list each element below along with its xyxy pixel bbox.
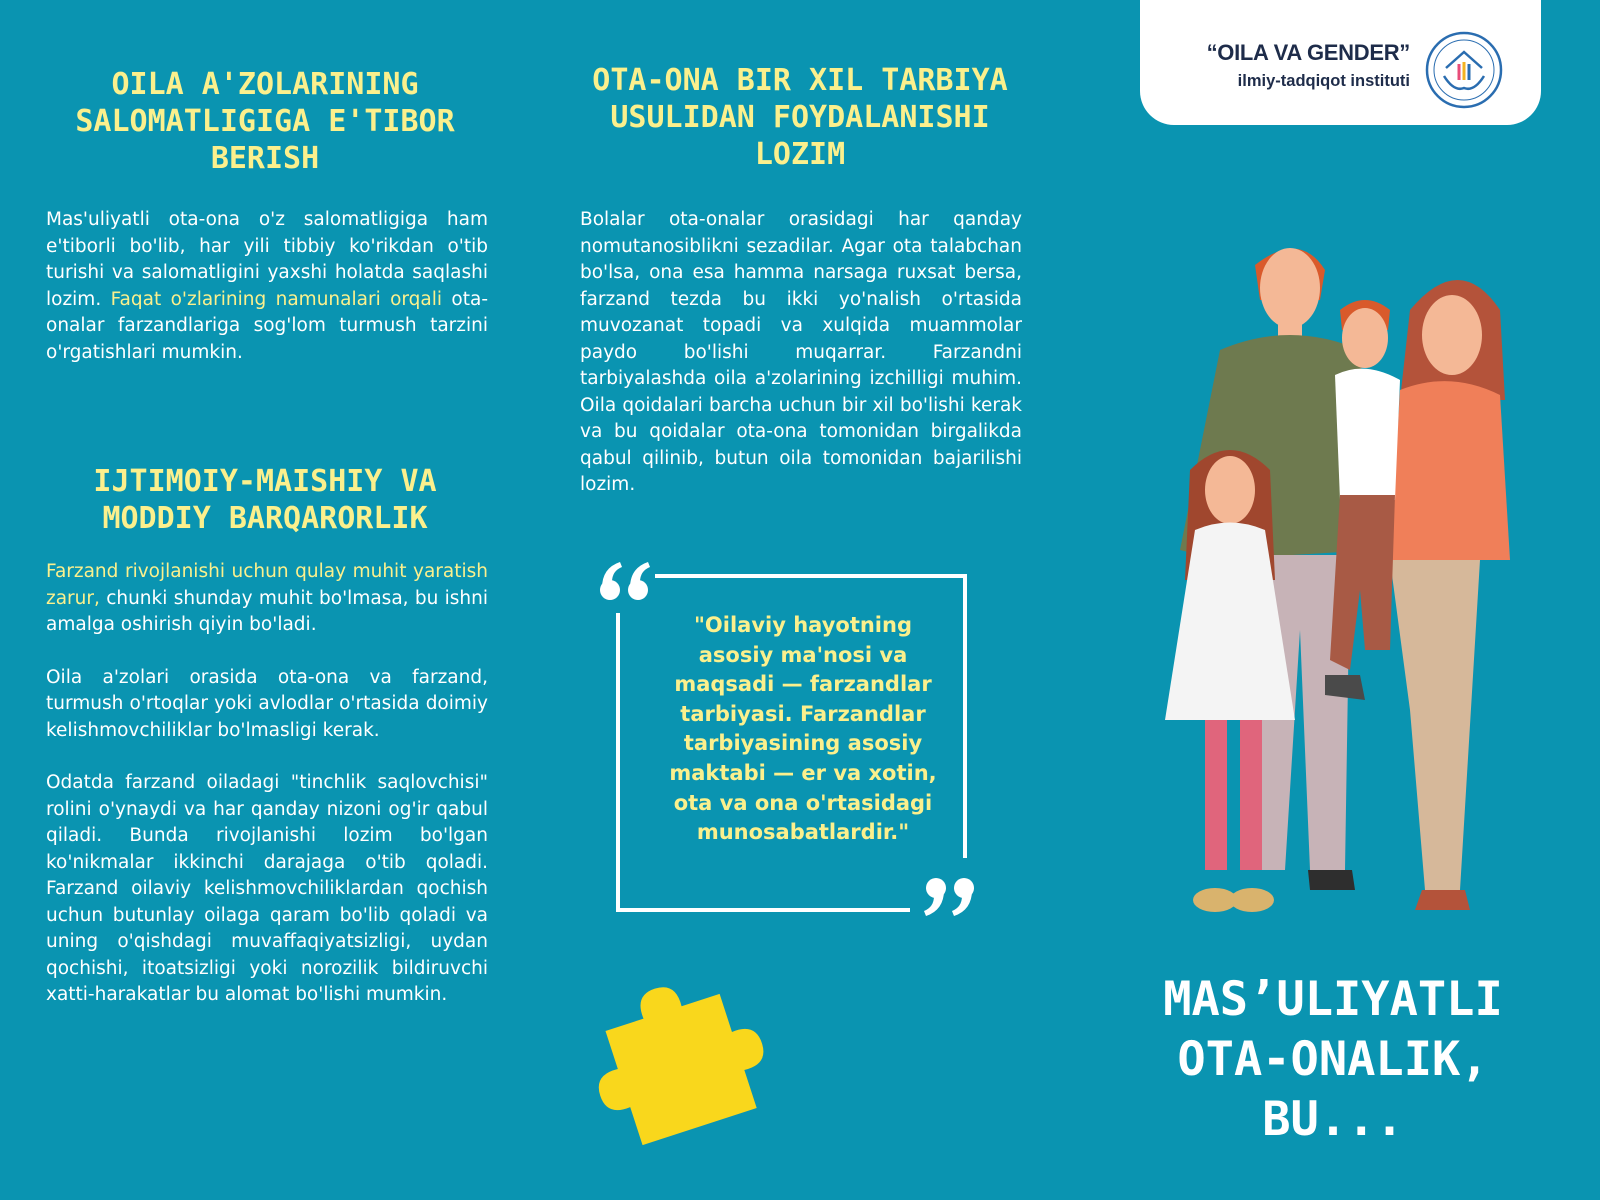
- cover-title-line: OTA-ONALIK, BU...: [1177, 1032, 1489, 1147]
- text-segment: ota-onalar farzandlariga sog'lom turmush tarzini o'rgatishlari mumkin.: [46, 288, 489, 363]
- section-text-health: [46, 207, 488, 366]
- family-illustration: [1160, 210, 1560, 950]
- highlighted-text: Farzand rivojlanishi uchun qulay muhit yaratish zarur,: [46, 561, 488, 609]
- cover-title-line: MAS’ULIYATLI: [1163, 972, 1503, 1027]
- section-heading-health: OILA A'ZOLARINING SALOMATLIGIGA E'TIBOR BERISH: [75, 67, 455, 176]
- section-heading-upbringing: OTA-ONA BIR XIL TARBIYA USULIDAN FOYDALANISHI LOZIM: [592, 63, 1008, 172]
- paragraph: [46, 559, 488, 639]
- close-quote-icon: [924, 878, 974, 916]
- highlighted-text: Faqat o'zlarining namunalari orqali: [110, 288, 443, 310]
- section-text-stability: [46, 559, 488, 1009]
- open-quote-icon: [600, 562, 650, 600]
- section-heading-stability: IJTIMOIY-MAISHIY VA MODDIY BARQARORLIK: [93, 464, 437, 536]
- paragraph: Odatda farzand oiladagi "tinchlik saqlovchisi" rolini o'ynaydi va har qanday nizoni og'ir qabul qiladi. Bunda rivojlanishi lozim bo'lgan ko'nikmalar ikkinchi darajaga o'tib qoladi. Farzand oilaviy kelishmovchiliklardan qochish uchun butunlay oilaga qaram bo'lib qoladi va uning o'qishdagi muvaffaqiyatsizligi, uydan qochishi, itoatsizligi yoki norozilik bildiruvchi xatti-harakatlar bu alomat bo'lishi mumkin.: [46, 772, 488, 1005]
- puzzle-piece-icon: [578, 970, 778, 1150]
- quote-text: "Oilaviy hayotning asosiy ma'nosi va maqsadi — farzandlar tarbiyasi. Farzandlar tarbiyasining asosiy maktabi — er va xotin, ota va ona o'rtasidagi munosabatlardir.": [669, 613, 937, 845]
- text-segment: chunki shunday muhit bo'lmasa, bu ishni amalga oshirish qiyin bo'ladi.: [46, 587, 488, 635]
- institute-emblem-icon: [1424, 30, 1504, 110]
- text-segment: Mas'uliyatli ota-ona o'z salomatligiga ham e'tiborli bo'lib, har yili tibbiy ko'rikdan o'tib turishi va salomatligini yaxshi holatda saqlashi lozim.: [46, 209, 488, 310]
- section-text-upbringing: Bolalar ota-onalar orasidagi har qanday nomutanosiblikni sezadilar. Agar ota talabchan bo'lsa, ona esa hamma narsaga ruxsat bersa, farzand tezda bu ikki yo'nalish o'rtasida muvozanat topadi va xulqida muammolar paydo bo'lishi muqarrar. Farzandni tarbiyalashda oila a'zolarining izchilligi muhim. Oila qoidalari barcha uchun bir xil bo'lishi kerak va bu qoidalar ota-ona tomonidan birgalikda qabul qilinib, butun oila tomonidan bajarilishi lozim.: [580, 209, 1022, 495]
- cover-title: [1118, 970, 1548, 1150]
- institute-subtitle: ilmiy-tadqiqot instituti: [1237, 72, 1410, 90]
- paragraph: Oila a'zolari orasida ota-ona va farzand, turmush o'rtoqlar yoki avlodlar o'rtasida doimiy kelishmovchiliklar bo'lmasligi kerak.: [46, 666, 488, 741]
- mother-figure: [1390, 280, 1510, 910]
- institute-name: “OILA VA GENDER”: [1206, 40, 1410, 65]
